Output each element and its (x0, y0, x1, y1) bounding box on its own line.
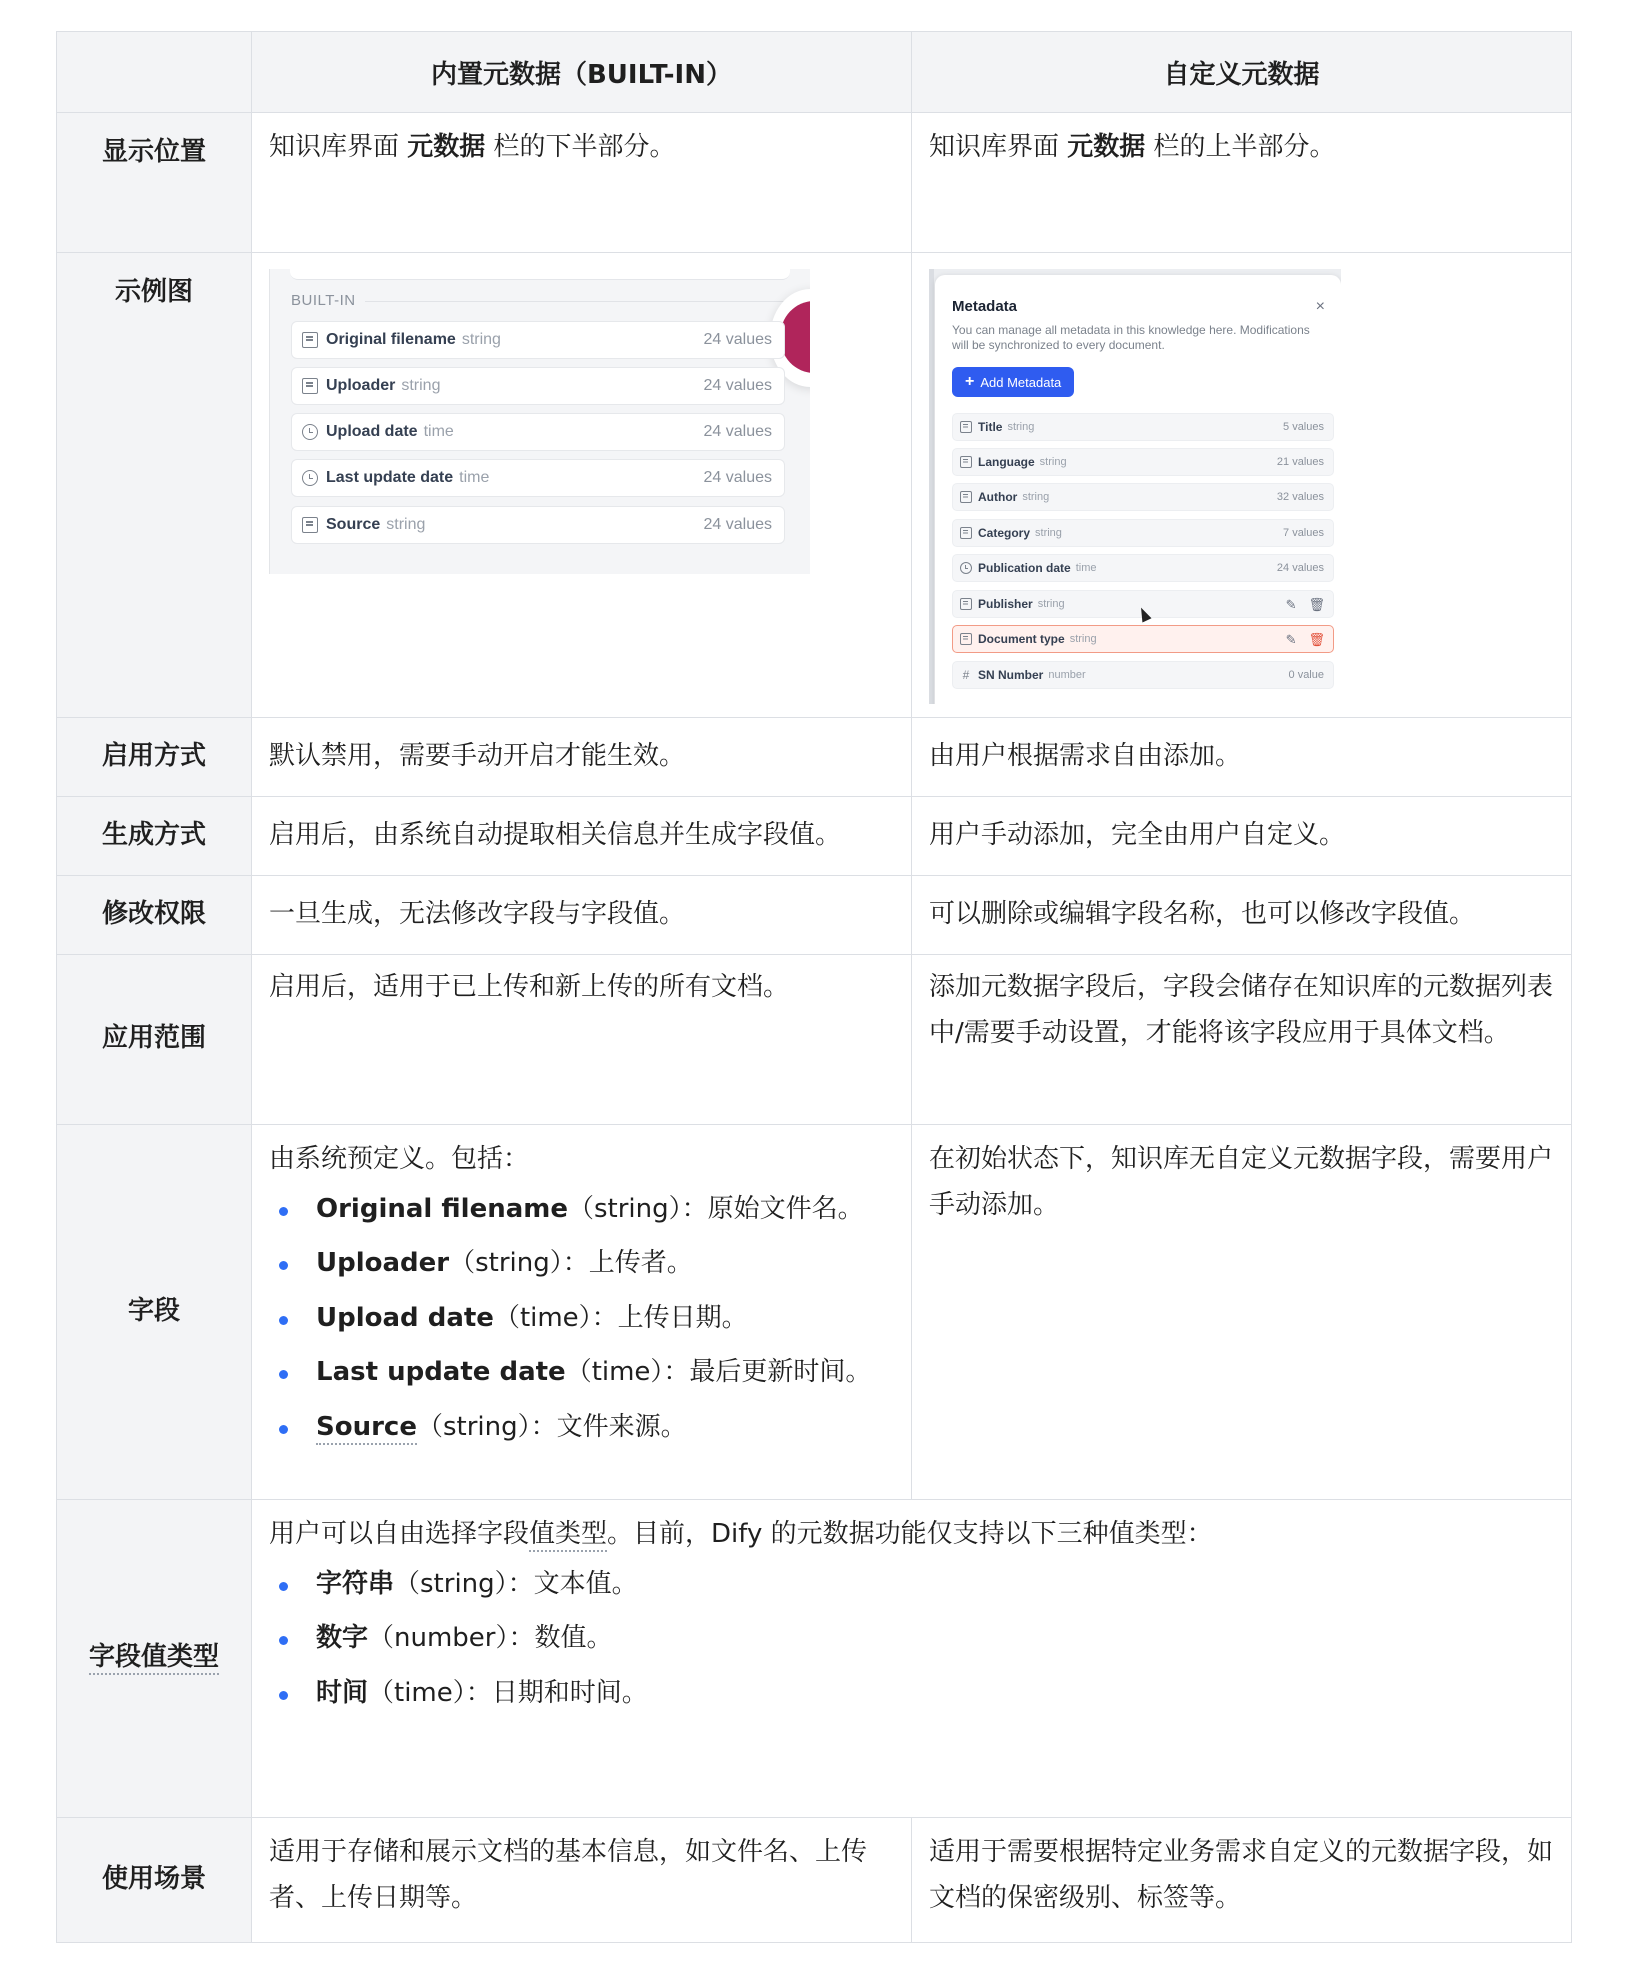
row-label-example: 示例图 (57, 253, 252, 718)
row-label-usage: 使用场景 (57, 1818, 252, 1943)
field-name: Last update date (326, 469, 454, 486)
field-name: Publisher (978, 597, 1033, 611)
field-name: Uploader (326, 377, 396, 394)
cell-fields-builtin (252, 1125, 912, 1500)
caption-divider (365, 301, 785, 302)
field-name: Publication date (978, 561, 1071, 575)
valuetype-list (269, 1564, 1553, 1715)
list-item: 时间（time）：日期和时间。 (269, 1673, 1553, 1715)
field-type: string (1035, 526, 1062, 539)
table-row-enable (57, 718, 1572, 797)
header-builtin: 内置元数据（BUILT-IN） (252, 32, 912, 113)
string-icon (960, 527, 972, 539)
field-count: 24 values (1276, 561, 1324, 574)
cell-scope-builtin: 启用后，适用于已上传和新上传的所有文档。 (252, 955, 912, 1125)
field-type: string (386, 516, 426, 533)
table-row-permission (57, 876, 1572, 955)
field-name: Language (978, 455, 1035, 469)
comparison-table (56, 31, 1572, 1943)
list-item: Upload date（time）：上传日期。 (269, 1298, 893, 1340)
cell-fields-custom: 在初始状态下，知识库无自定义元数据字段，需要用户手动添加。 (912, 1125, 1572, 1500)
sidebar-edge (929, 269, 934, 704)
row-label-valuetype (57, 1500, 252, 1818)
field-count: 7 values (1283, 526, 1324, 539)
field-count: 21 values (1276, 455, 1324, 468)
field-count: 0 value (1288, 668, 1324, 681)
valuetype-label-link[interactable]: 字段值类型 (89, 1642, 219, 1675)
string-icon (960, 456, 972, 468)
field-type: time (423, 423, 454, 440)
cell-enable-builtin: 默认禁用，需要手动开启才能生效。 (252, 718, 912, 797)
cell-example-builtin (252, 253, 912, 718)
field-count: 24 values (703, 377, 772, 394)
field-name: Title (978, 420, 1003, 434)
field-type: time (1075, 561, 1097, 574)
metadata-row[interactable] (952, 413, 1334, 441)
row-label-fields: 字段 (57, 1125, 252, 1500)
metadata-row[interactable] (952, 483, 1334, 511)
table-row-valuetype (57, 1500, 1572, 1818)
list-item: Uploader（string）：上传者。 (269, 1243, 893, 1285)
field-count: 24 values (703, 469, 772, 486)
row-label-permission: 修改权限 (57, 876, 252, 955)
custom-metadata-screenshot (929, 269, 1341, 704)
list-item: 字符串（string）：文本值。 (269, 1564, 1553, 1606)
row-actions (1286, 598, 1325, 611)
table-row-example (57, 253, 1572, 718)
cell-generate-builtin: 启用后，由系统自动提取相关信息并生成字段值。 (252, 797, 912, 876)
source-link[interactable]: Source (316, 1412, 417, 1445)
field-type: string (1069, 632, 1097, 645)
row-actions (1286, 633, 1325, 646)
cell-scope-custom: 添加元数据字段后，字段会储存在知识库的元数据列表中/需要手动设置，才能将该字段应用于具体文档。 (912, 955, 1572, 1125)
field-type: string (1022, 490, 1050, 503)
list-item: Original filename（string）：原始文件名。 (269, 1189, 893, 1231)
metadata-panel (935, 275, 1341, 704)
field-name: Author (978, 490, 1018, 504)
field-count: 24 values (703, 423, 772, 440)
close-icon[interactable]: × (1315, 298, 1325, 315)
field-type: string (461, 331, 501, 348)
field-count: 5 values (1283, 420, 1324, 433)
metadata-row[interactable] (952, 661, 1334, 689)
field-count: 24 values (703, 516, 772, 533)
table-row-fields (57, 1125, 1572, 1500)
field-name: Source (326, 516, 381, 533)
trash-icon[interactable]: 🗑 (1308, 631, 1325, 647)
clock-icon (302, 424, 318, 440)
row-label-generate: 生成方式 (57, 797, 252, 876)
field-type: string (1037, 597, 1065, 610)
cell-generate-custom: 用户手动添加，完全由用户自定义。 (912, 797, 1572, 876)
field-count: 32 values (1276, 490, 1324, 503)
string-icon (302, 378, 318, 394)
builtin-row[interactable] (291, 459, 785, 497)
edit-icon[interactable]: ✎ (1285, 596, 1297, 612)
string-icon (960, 421, 972, 433)
row-label-display: 显示位置 (57, 113, 252, 253)
table-row-scope (57, 955, 1572, 1125)
field-type: time (459, 469, 490, 486)
builtin-row[interactable] (291, 413, 785, 451)
hash-icon: # (962, 668, 970, 682)
string-icon (302, 332, 318, 348)
table-row-generate (57, 797, 1572, 876)
clock-icon (302, 470, 318, 486)
cell-example-custom (912, 253, 1572, 718)
field-name: Category (978, 526, 1031, 540)
field-name: Document type (978, 632, 1065, 646)
metadata-row[interactable] (952, 554, 1334, 582)
valuetype-intro: 用户可以自由选择字段值类型。目前，Dify 的元数据功能仅支持以下三种值类型： (269, 1512, 1553, 1558)
string-icon (960, 491, 972, 503)
cell-display-builtin: 知识库界面 元数据 栏的下半部分。 (252, 113, 912, 253)
panel-description: You can manage all metadata in this knowledge here. Modifications will be synchronized to every document. (952, 323, 1310, 352)
string-icon (960, 598, 972, 610)
clock-icon (960, 562, 972, 574)
panel-top-edge (290, 269, 790, 280)
builtin-row[interactable] (291, 321, 785, 359)
header-custom: 自定义元数据 (912, 32, 1572, 113)
table-row-usage (57, 1818, 1572, 1943)
add-metadata-label: Add Metadata (980, 374, 1062, 390)
valuetype-link[interactable]: 值类型 (529, 1519, 607, 1552)
field-count: 24 values (703, 331, 772, 348)
metadata-row-highlighted[interactable] (952, 625, 1334, 653)
builtin-metadata-screenshot (269, 269, 810, 574)
field-type: string (401, 377, 441, 394)
metadata-row[interactable] (952, 448, 1334, 476)
list-item: Source（string）：文件来源。 (269, 1407, 893, 1449)
cell-permission-custom: 可以删除或编辑字段名称，也可以修改字段值。 (912, 876, 1572, 955)
trash-icon[interactable]: 🗑 (1308, 596, 1325, 612)
builtin-row[interactable] (291, 367, 785, 405)
field-type: string (1007, 420, 1035, 433)
table-row-display (57, 113, 1572, 253)
table-header-row (57, 32, 1572, 113)
field-name: Upload date (326, 423, 418, 440)
cell-display-custom: 知识库界面 元数据 栏的上半部分。 (912, 113, 1572, 253)
field-type: number (1048, 668, 1086, 681)
builtin-caption: BUILT-IN (291, 292, 356, 309)
builtin-field-list (269, 1189, 893, 1449)
plus-icon: + (965, 373, 975, 390)
builtin-row[interactable] (291, 506, 785, 544)
panel-title: Metadata (952, 298, 1018, 315)
field-type: string (1039, 455, 1067, 468)
fields-intro: 由系统预定义。包括： (269, 1144, 530, 1174)
field-name: Original filename (326, 331, 456, 348)
header-empty-cell (57, 32, 252, 113)
row-label-enable: 启用方式 (57, 718, 252, 797)
row-label-scope: 应用范围 (57, 955, 252, 1125)
cell-usage-builtin: 适用于存储和展示文档的基本信息，如文件名、上传者、上传日期等。 (252, 1818, 912, 1943)
string-icon (302, 517, 318, 533)
cell-permission-builtin: 一旦生成，无法修改字段与字段值。 (252, 876, 912, 955)
list-item: 数字（number）：数值。 (269, 1618, 1553, 1660)
cell-usage-custom: 适用于需要根据特定业务需求自定义的元数据字段，如文档的保密级别、标签等。 (912, 1818, 1572, 1943)
add-metadata-button[interactable] (952, 367, 1074, 397)
metadata-row[interactable] (952, 519, 1334, 547)
string-icon (960, 633, 972, 645)
edit-icon[interactable]: ✎ (1285, 631, 1297, 647)
cell-valuetype (252, 1500, 1572, 1818)
list-item: Last update date（time）：最后更新时间。 (269, 1352, 893, 1394)
cell-enable-custom: 由用户根据需求自由添加。 (912, 718, 1572, 797)
field-name: SN Number (978, 668, 1044, 682)
